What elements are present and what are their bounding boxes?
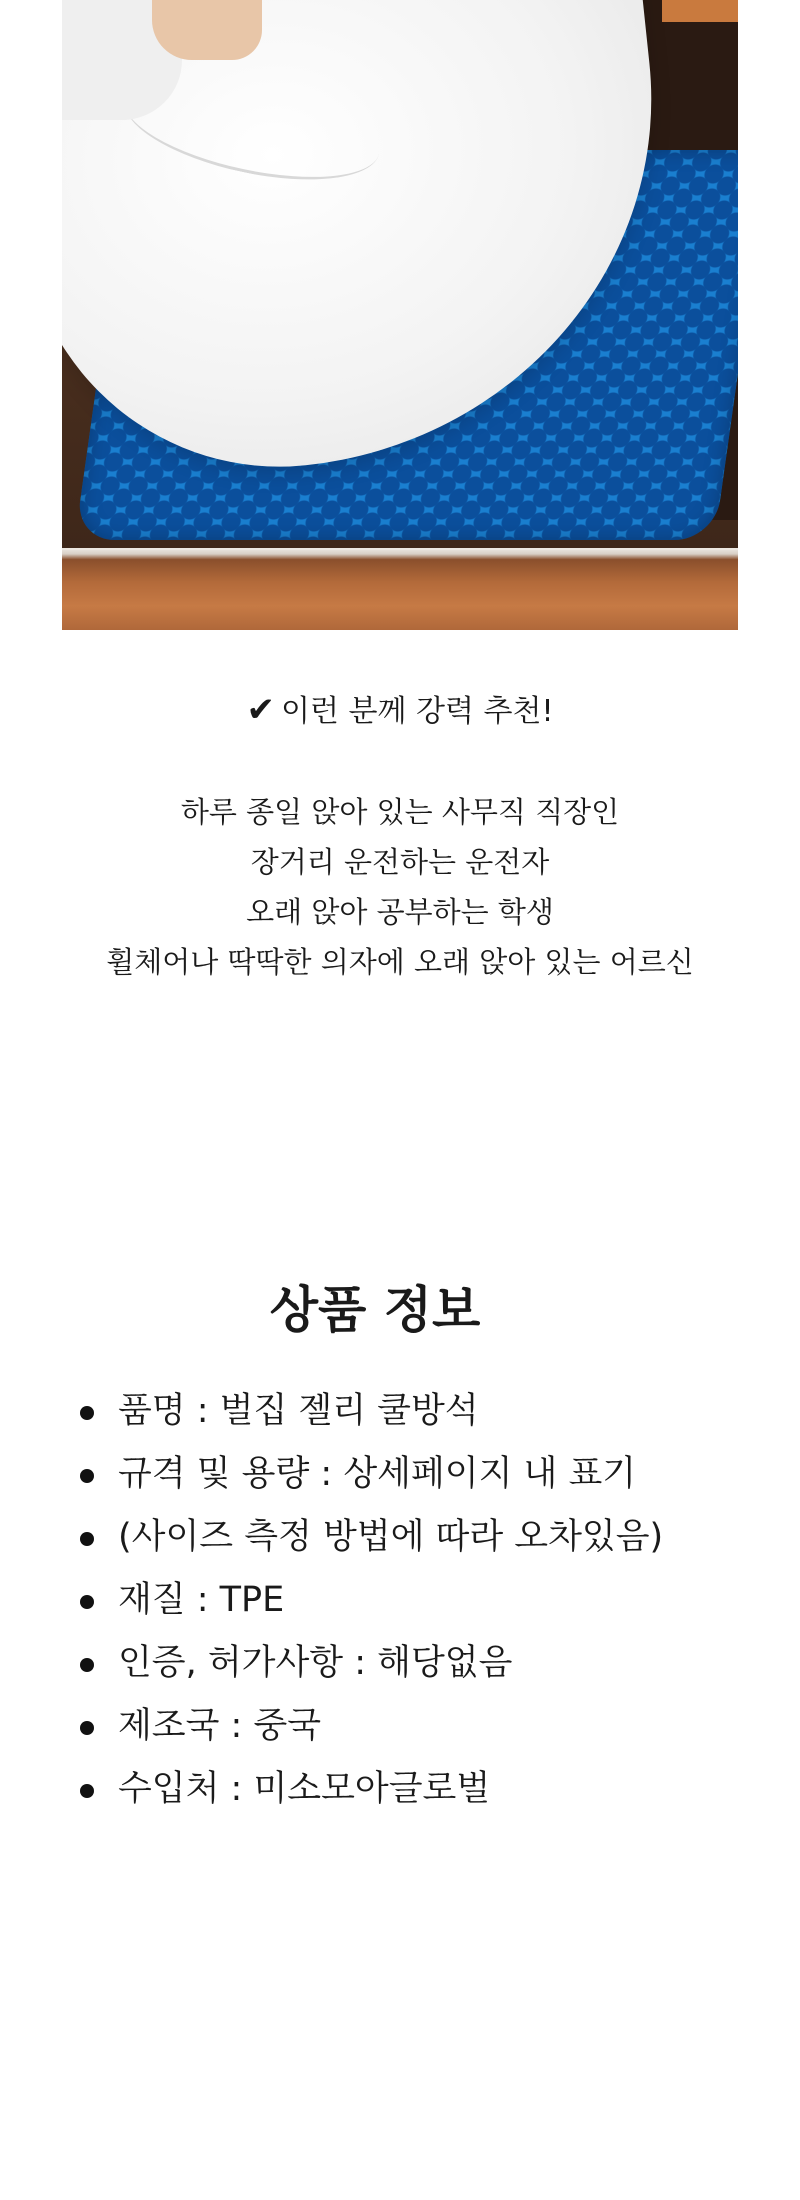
hand bbox=[152, 0, 262, 60]
check-icon: ✔ bbox=[246, 690, 275, 730]
recommend-heading bbox=[0, 690, 800, 732]
product-info-title: 상품 정보 bbox=[269, 1281, 481, 1339]
list-item: 휠체어나 딱딱한 의자에 오래 앉아 있는 어르신 bbox=[106, 945, 694, 979]
list-item: 제조국 : 중국 bbox=[78, 1695, 663, 1758]
list-item: 오래 앉아 공부하는 학생 bbox=[246, 895, 554, 929]
recommend-heading-text: 이런 분께 강력 추천! bbox=[281, 694, 554, 729]
list-item: 인증, 허가사항 : 해당없음 bbox=[78, 1632, 663, 1695]
list-item: 장거리 운전하는 운전자 bbox=[250, 845, 550, 879]
recommend-section bbox=[0, 690, 800, 987]
product-photo bbox=[62, 0, 738, 630]
product-info-list bbox=[78, 1380, 663, 1821]
list-item: 규격 및 용량 : 상세페이지 내 표기 bbox=[78, 1443, 663, 1506]
list-item: 품명 : 벌집 젤리 쿨방석 bbox=[78, 1380, 663, 1443]
list-item: 하루 종일 앉아 있는 사무직 직장인 bbox=[180, 795, 620, 829]
list-item: 재질 : TPE bbox=[78, 1569, 663, 1632]
list-item: 수입처 : 미소모아글로벌 bbox=[78, 1758, 663, 1821]
wood-corner bbox=[662, 0, 738, 22]
wood-seat bbox=[62, 550, 738, 630]
list-item: (사이즈 측정 방법에 따라 오차있음) bbox=[78, 1506, 663, 1569]
recommend-list bbox=[0, 787, 800, 987]
